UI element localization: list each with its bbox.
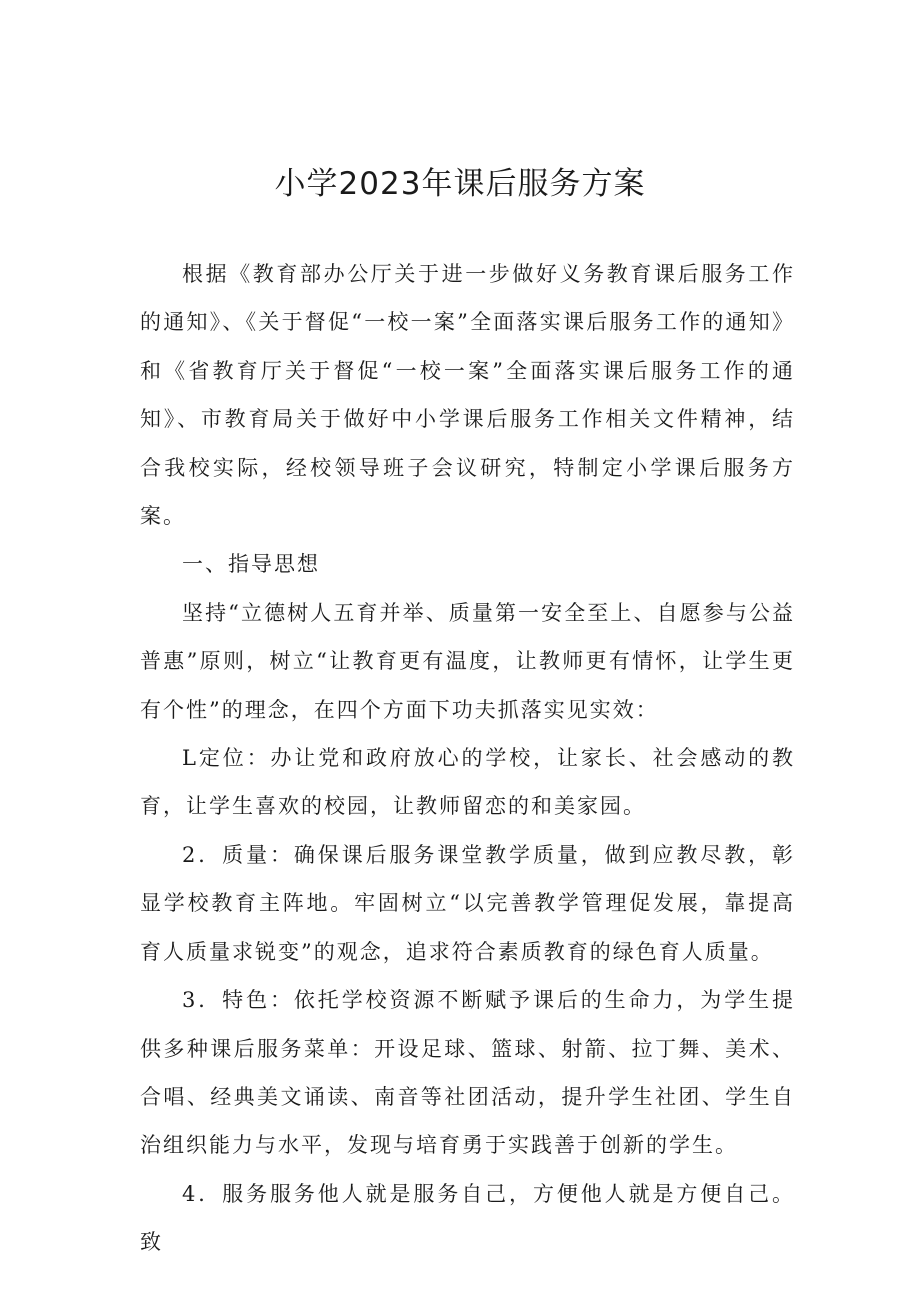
paragraph-intro: 根据《教育部办公厅关于进一步做好义务教育课后服务工作的通知》、《关于督促“一校一案”全面落实课后服务工作的通知》和《省教育厅关于督促“一校一案”全面落实课后服务工作的通知》、市教育局关于做好中小学课后服务工作相关文件精神，结合我校实际，经校领导班子会议研究，特制定小学课后服务方案。 [140, 262, 795, 529]
section-heading-guiding-ideology: 一、指导思想 [182, 552, 320, 577]
document-body [140, 250, 795, 1267]
paragraph-item-features: 3．特色：依托学校资源不断赋予课后的生命力，为学生提供多种课后服务菜单：开设足球、篮球、射箭、拉丁舞、美术、合唱、经典美文诵读、南音等社团活动，提升学生社团、学生自治组织能力与水平，发现与培育勇于实践善于创新的学生。 [140, 988, 795, 1158]
paragraph-item-service: 4．服务服务他人就是服务自己，方便他人就是方便自己。致 [140, 1181, 795, 1255]
paragraph-item-quality: 2．质量：确保课后服务课堂教学质量，做到应教尽教，彰显学校教育主阵地。牢固树立“以完善教学管理促发展，靠提高育人质量求锐变”的观念，追求符合素质教育的绿色育人质量。 [140, 842, 795, 964]
page-title: 小学2023年课后服务方案 [274, 166, 646, 202]
paragraph-principles: 坚持“立德树人五育并举、质量第一安全至上、自愿参与公益普惠”原则，树立“让教育更有温度，让教师更有情怀，让学生更有个性”的理念，在四个方面下功夫抓落实见实效： [140, 600, 795, 722]
paragraph-item-positioning: L定位：办让党和政府放心的学校，让家长、社会感动的教育，让学生喜欢的校园，让教师留恋的和美家园。 [140, 746, 795, 819]
